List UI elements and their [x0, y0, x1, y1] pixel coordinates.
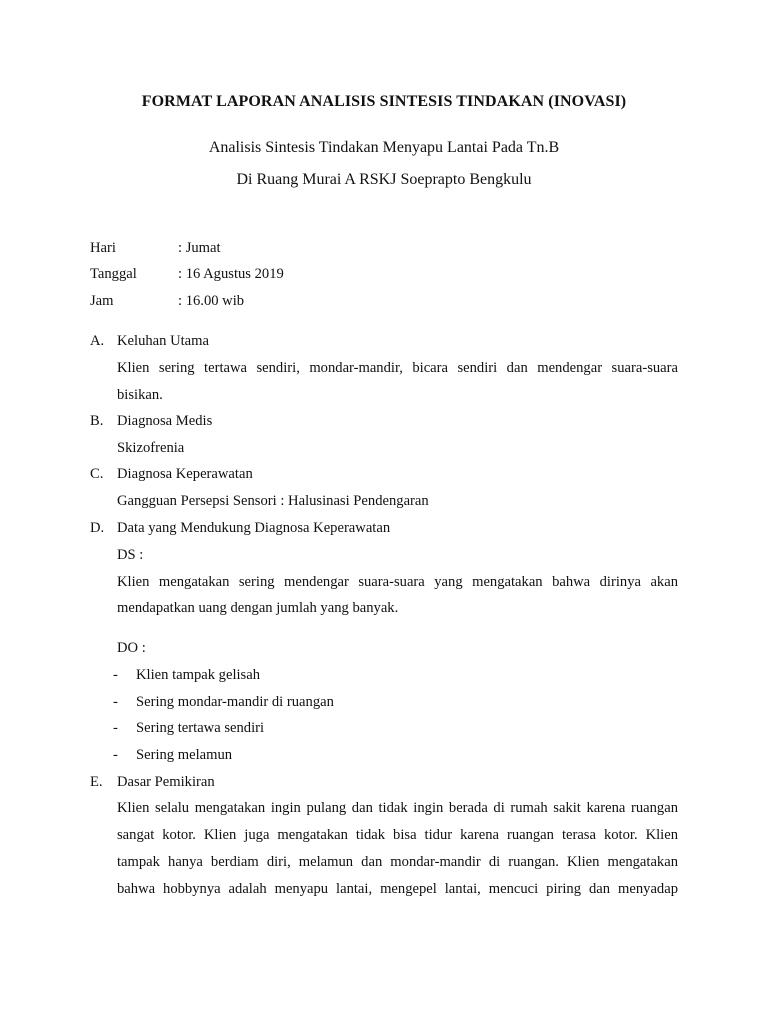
meta-label-tanggal: Tanggal: [90, 266, 137, 282]
section-a-text-line-1: Klien sering tertawa sendiri, mondar-mandir, bicara sendiri dan mendengar suara-suara: [117, 360, 678, 376]
meta-label-hari: Hari: [90, 240, 116, 256]
do-bullet-3: -: [113, 720, 118, 736]
do-bullet-4: -: [113, 747, 118, 763]
ds-label: DS :: [117, 547, 144, 563]
section-e-text-line-2: sangat kotor. Klien juga mengatakan tidak bisa tidur karena ruangan terasa kotor. Klien: [117, 827, 678, 843]
do-item-2: Sering mondar-mandir di ruangan: [136, 694, 334, 710]
meta-row-hari: [90, 237, 690, 259]
section-b-title: Diagnosa Medis: [117, 413, 213, 429]
do-item-1: Klien tampak gelisah: [136, 667, 261, 683]
section-c-letter: C.: [90, 466, 104, 482]
section-a-letter: A.: [90, 333, 105, 349]
section-e-letter: E.: [90, 774, 103, 790]
meta-label-jam: Jam: [90, 293, 114, 309]
do-label: DO :: [117, 640, 146, 656]
section-c-text: Gangguan Persepsi Sensori : Halusinasi Pendengaran: [117, 493, 429, 509]
document-title: FORMAT LAPORAN ANALISIS SINTESIS TINDAKAN (INOVASI): [141, 93, 627, 110]
section-e-text-line-3: tampak hanya berdiam diri, melamun dan mondar-mandir di ruangan. Klien mengatakan: [117, 854, 678, 870]
meta-value-jam: : 16.00 wib: [178, 293, 245, 309]
section-b-letter: B.: [90, 413, 104, 429]
meta-value-hari: : Jumat: [178, 240, 221, 256]
section-a-title: Keluhan Utama: [117, 333, 209, 349]
do-bullet-1: -: [113, 667, 118, 683]
ds-text-line-2: mendapatkan uang dengan jumlah yang banyak.: [117, 600, 399, 616]
section-a-text-line-2: bisikan.: [117, 387, 163, 403]
section-b-text: Skizofrenia: [117, 440, 185, 456]
section-d-letter: D.: [90, 520, 105, 536]
do-item-4: Sering melamun: [136, 747, 233, 763]
ds-text-line-1: Klien mengatakan sering mendengar suara-suara yang mengatakan bahwa dirinya akan: [117, 574, 678, 590]
section-e-text-line-1: Klien selalu mengatakan ingin pulang dan tidak ingin berada di rumah sakit karena ruangan: [117, 800, 678, 816]
meta-row-jam: [90, 290, 690, 312]
document-subtitle-1: Analisis Sintesis Tindakan Menyapu Lantai Pada Tn.B: [208, 139, 560, 156]
section-c-title: Diagnosa Keperawatan: [117, 466, 253, 482]
do-item-3: Sering tertawa sendiri: [136, 720, 265, 736]
section-e-text-line-4: bahwa hobbynya adalah menyapu lantai, mengepel lantai, mencuci piring dan menyadap: [117, 881, 678, 897]
meta-row-tanggal: [90, 263, 690, 285]
section-d-title: Data yang Mendukung Diagnosa Keperawatan: [117, 520, 391, 536]
document-subtitle-2: Di Ruang Murai A RSKJ Soeprapto Bengkulu: [236, 171, 532, 188]
section-e-title: Dasar Pemikiran: [117, 774, 215, 790]
meta-value-tanggal: : 16 Agustus 2019: [178, 266, 284, 282]
do-bullet-2: -: [113, 694, 118, 710]
